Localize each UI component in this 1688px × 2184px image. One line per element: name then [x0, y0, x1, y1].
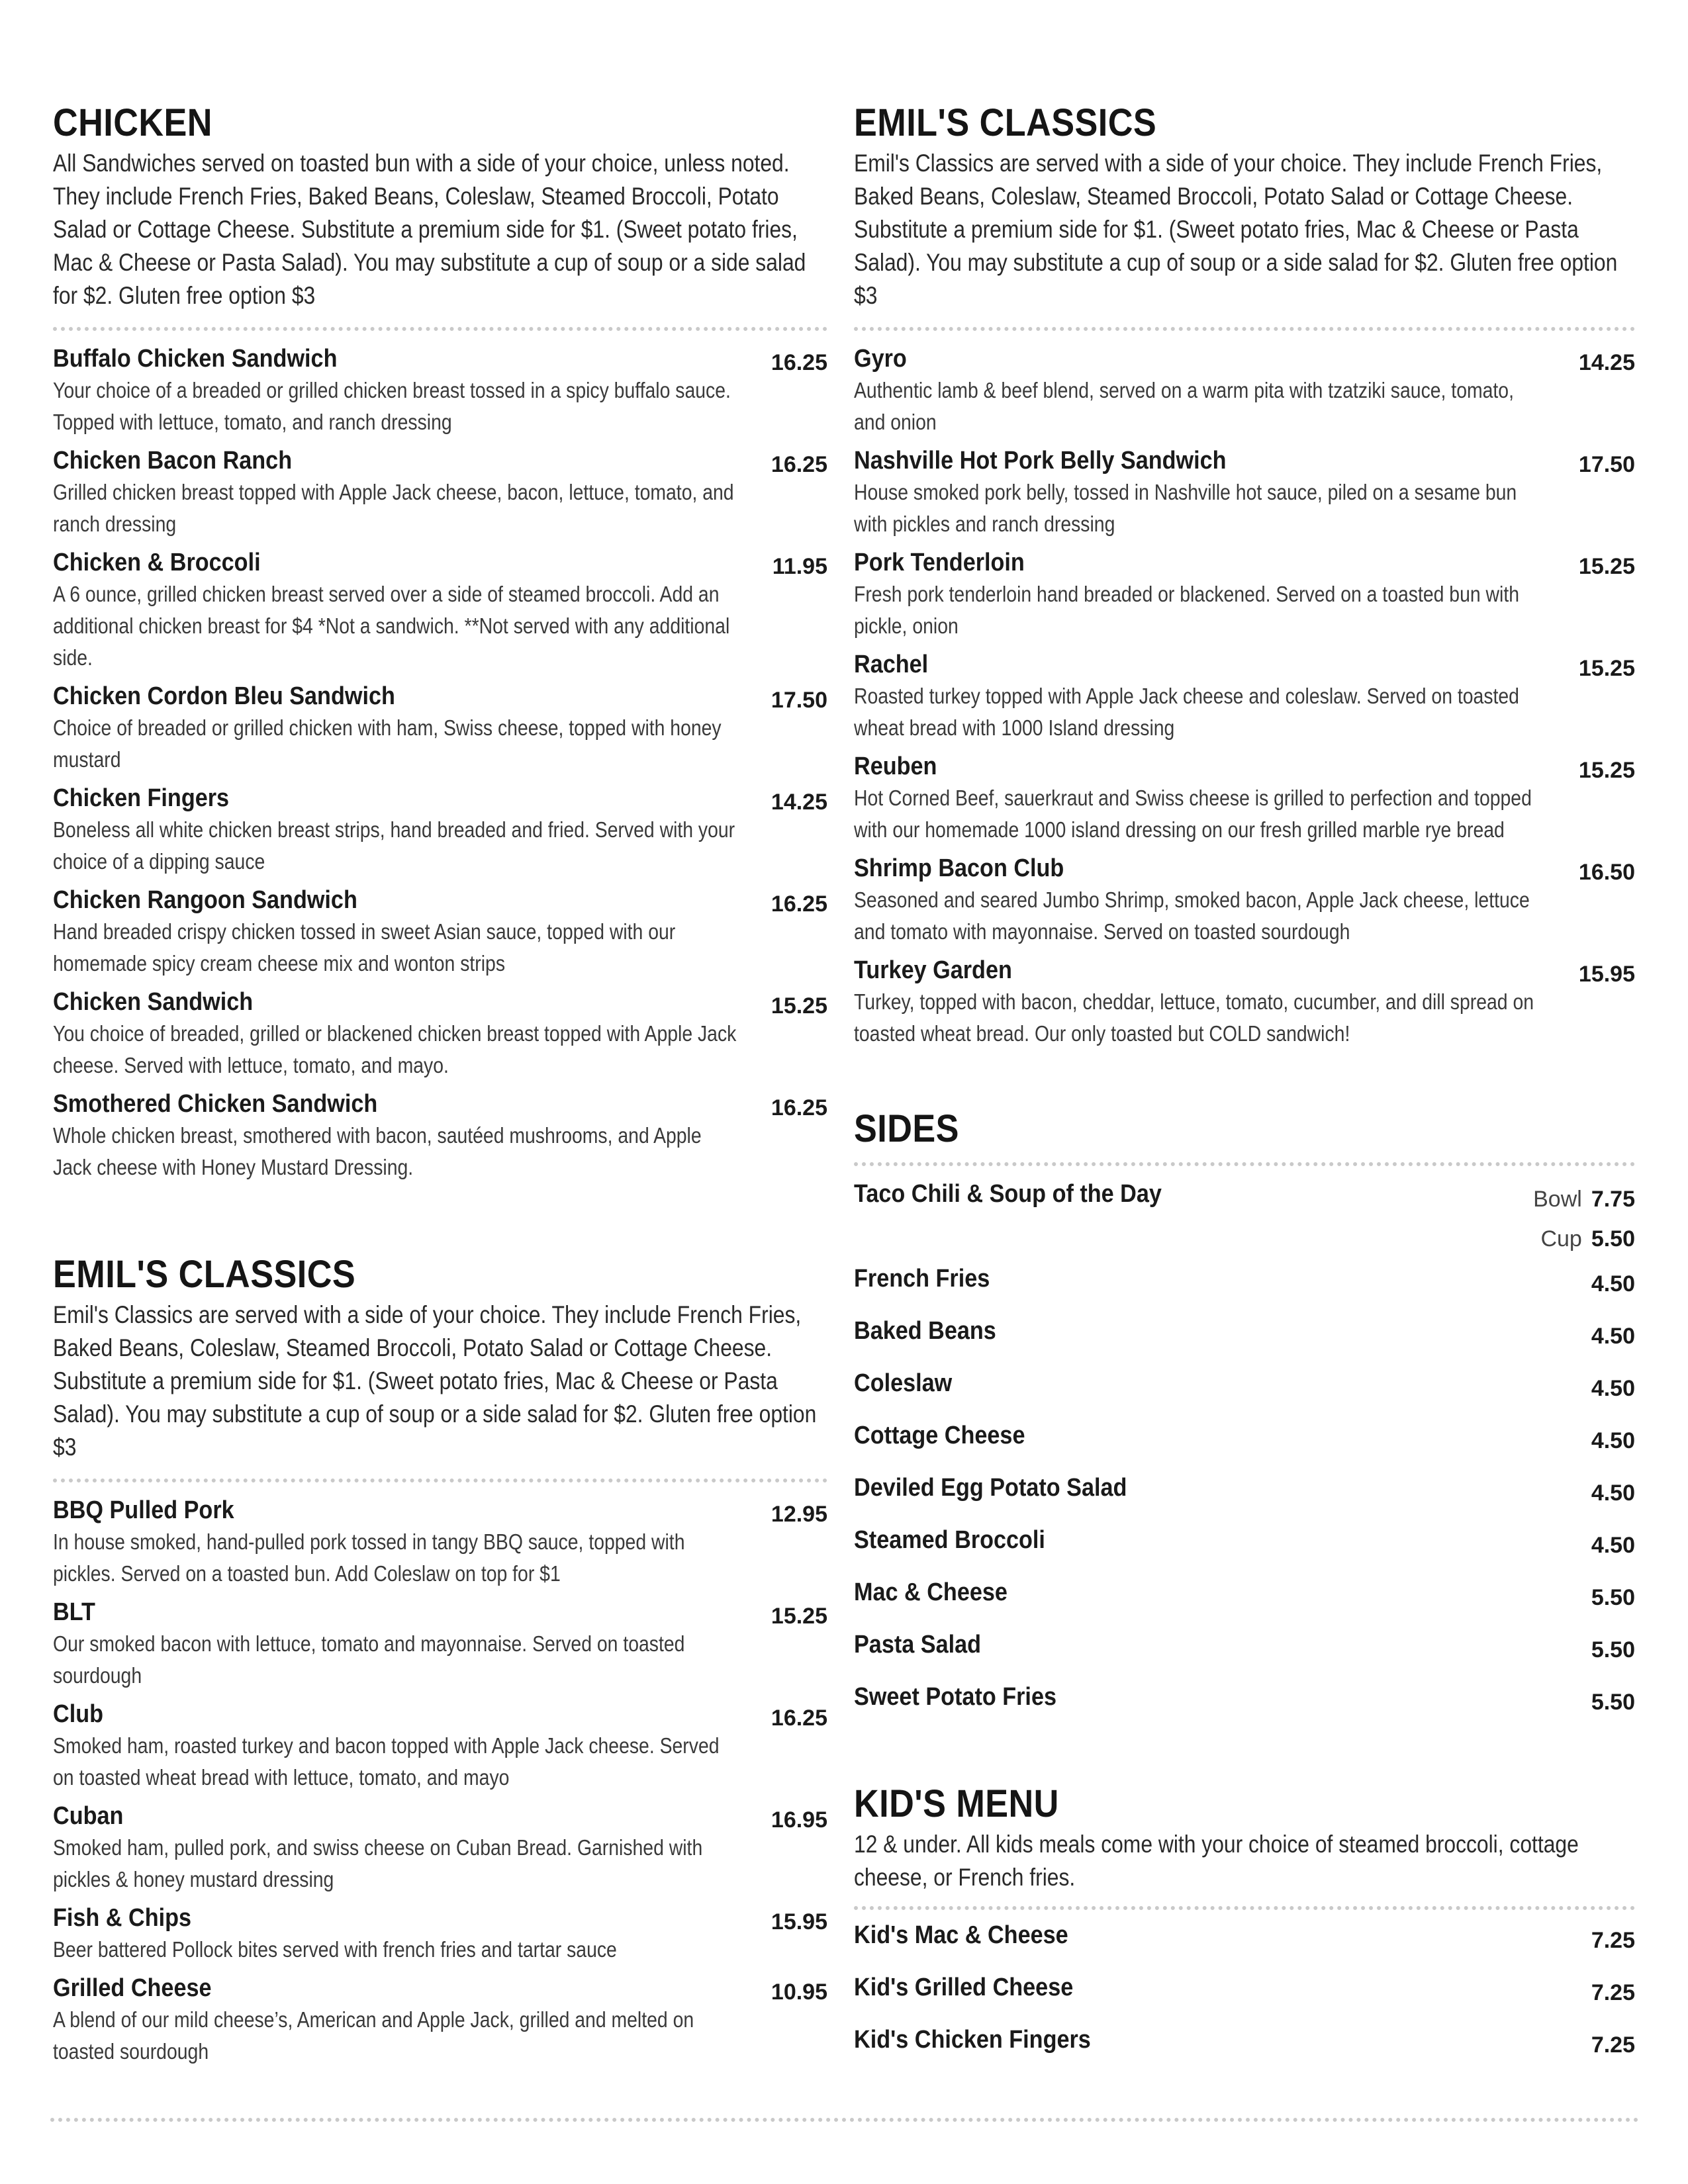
menu-item-description: In house smoked, hand-pulled pork tossed in tangy BBQ sauce, topped with pickles. Served on a toasted bun. Add Coleslaw on top for $1	[53, 1529, 685, 1586]
menu-item-description: A blend of our mild cheese’s, American and Apple Jack, grilled and melted on toasted sourdough	[53, 2007, 694, 2064]
cup-line	[1540, 1223, 1635, 1255]
menu-item-name: Shrimp Bacon Club	[854, 854, 1064, 882]
bowl-line	[1533, 1183, 1635, 1215]
menu-item-description: A 6 ounce, grilled chicken breast served over a side of steamed broccoli. Add an additional chicken breast for $4 *Not a sandwich. **Not served with any additional side.	[53, 582, 730, 670]
menu-item-description: Fresh pork tenderloin hand breaded or blackened. Served on a toasted bun with pickle, onion	[854, 582, 1520, 638]
menu-row-price: 7.25	[1591, 1928, 1635, 1953]
menu-item	[53, 986, 827, 1081]
menu-row-name: Baked Beans	[854, 1317, 996, 1345]
menu-row	[854, 1966, 1635, 2019]
menu-item	[53, 1698, 827, 1794]
menu-row-price: 5.50	[1591, 1690, 1635, 1715]
menu-item-name: Chicken Rangoon Sandwich	[53, 886, 357, 914]
menu-item-price: 15.95	[1578, 962, 1635, 987]
menu-item-name: Nashville Hot Pork Belly Sandwich	[854, 447, 1227, 475]
menu-item-price: 16.95	[771, 1807, 827, 1833]
menu-item-name: Reuben	[854, 752, 937, 780]
menu-item-name: Gyro	[854, 345, 907, 373]
menu-item-price: 15.25	[1578, 554, 1635, 579]
menu-row-price: 4.50	[1591, 1271, 1635, 1297]
menu-row-price: 5.50	[1591, 1637, 1635, 1662]
cup-label: Cup	[1540, 1226, 1582, 1251]
menu-item-price: 15.25	[771, 1604, 827, 1629]
menu-item-description: Choice of breaded or grilled chicken with ham, Swiss cheese, topped with honey mustard	[53, 715, 722, 772]
menu-item	[53, 1088, 827, 1183]
menu-item-name: BBQ Pulled Pork	[53, 1496, 234, 1524]
menu-item-name: Chicken Sandwich	[53, 988, 254, 1016]
menu-row	[854, 1257, 1635, 1310]
menu-item-price: 15.25	[1578, 656, 1635, 681]
menu-item-name: Pork Tenderloin	[854, 549, 1025, 576]
menu-item-price: 17.50	[771, 688, 827, 713]
menu-item	[53, 445, 827, 540]
menu-item-description: Beer battered Pollock bites served with french fries and tartar sauce	[53, 1937, 617, 1962]
menu-item-name: Club	[53, 1700, 103, 1728]
menu-item-description: House smoked pork belly, tossed in Nashville hot sauce, piled on a sesame bun with pickles and ranch dressing	[854, 480, 1517, 536]
menu-item-price: 15.95	[771, 1909, 827, 1934]
bowl-label: Bowl	[1533, 1187, 1582, 1212]
menu-item-price: 16.25	[771, 1706, 827, 1731]
menu-item-name: Grilled Cheese	[53, 1974, 212, 2002]
menu-row	[854, 1362, 1635, 1414]
menu-item-name: Cuban	[53, 1802, 124, 1830]
classics-right-description: Emil's Classics are served with a side of your choice. They include French Fries, Baked Beans, Coleslaw, Steamed Broccoli, Potato Salad or Cottage Cheese. Substitute a premium side for $1. (Sweet potato fries, Mac & Cheese or Pasta Salad). You may substitute a cup of soup or a side salad for $2. Gluten free option $3	[854, 150, 1618, 309]
kids-title: KID'S MENU	[854, 1782, 1059, 1825]
menu-row-name: Coleslaw	[854, 1369, 953, 1397]
menu-item	[53, 1902, 827, 1966]
menu-row	[854, 1467, 1635, 1519]
menu-item-description: Whole chicken breast, smothered with bacon, sautéed mushrooms, and Apple Jack cheese with Honey Mustard Dressing.	[53, 1123, 702, 1179]
chicken-items	[53, 343, 827, 1183]
menu-row	[854, 1310, 1635, 1362]
menu-row-name: Kid's Grilled Cheese	[854, 1974, 1074, 2001]
menu-item-description: Roasted turkey topped with Apple Jack cheese and coleslaw. Served on toasted wheat bread with 1000 Island dressing	[854, 684, 1519, 740]
classics-left-section	[53, 1251, 827, 2074]
menu-item	[53, 884, 827, 979]
menu-item	[854, 954, 1635, 1050]
menu-item-name: Fish & Chips	[53, 1904, 192, 1932]
kids-items	[854, 1914, 1635, 2071]
menu-row	[854, 1623, 1635, 1676]
menu-row-price: 7.25	[1591, 1980, 1635, 2005]
menu-item-description: Seasoned and seared Jumbo Shrimp, smoked bacon, Apple Jack cheese, lettuce and tomato with mayonnaise. Served on toasted sourdough	[854, 887, 1530, 944]
menu-item	[854, 547, 1635, 642]
bowl-price: 7.75	[1591, 1187, 1635, 1212]
menu-row-name: Sweet Potato Fries	[854, 1683, 1056, 1711]
menu-item-price: 16.25	[771, 891, 827, 917]
menu-item	[854, 343, 1635, 438]
menu-item-name: Rachel	[854, 651, 929, 678]
chicken-title: CHICKEN	[53, 101, 212, 144]
menu-item	[854, 751, 1635, 846]
divider	[854, 327, 1635, 331]
menu-item-price: 14.25	[1578, 350, 1635, 375]
classics-left-title: EMIL'S CLASSICS	[53, 1253, 356, 1296]
menu-item-price: 16.50	[1578, 860, 1635, 885]
menu-item-price: 15.25	[1578, 758, 1635, 783]
menu-item	[53, 1596, 827, 1692]
menu-item-description: Smoked ham, pulled pork, and swiss cheese on Cuban Bread. Garnished with pickles & honey mustard dressing	[53, 1835, 703, 1891]
menu-row	[854, 1414, 1635, 1467]
menu-row-price: 4.50	[1591, 1480, 1635, 1506]
menu-item-description: Your choice of a breaded or grilled chicken breast tossed in a spicy buffalo sauce. Topped with lettuce, tomato, and ranch dressing	[53, 378, 731, 434]
menu-item	[854, 445, 1635, 540]
footer-divider	[50, 2118, 1639, 2122]
menu-row-name: Pasta Salad	[854, 1631, 982, 1659]
menu-item	[53, 1494, 827, 1590]
menu-row-price: 4.50	[1591, 1324, 1635, 1349]
classics-right-items	[854, 343, 1635, 1050]
menu-item-name: Smothered Chicken Sandwich	[53, 1090, 378, 1118]
menu-row-price: 7.25	[1591, 2032, 1635, 2058]
menu-row-name: Deviled Egg Potato Salad	[854, 1474, 1127, 1502]
menu-item-description: You choice of breaded, grilled or blackened chicken breast topped with Apple Jack cheese. Served with lettuce, tomato, and mayo.	[53, 1021, 737, 1077]
menu-item-name: Chicken Fingers	[53, 784, 230, 812]
menu-item-name: Buffalo Chicken Sandwich	[53, 345, 338, 373]
menu-item-price: 12.95	[771, 1502, 827, 1527]
menu-item-name: Turkey Garden	[854, 956, 1012, 984]
menu-row	[854, 2019, 1635, 2071]
sides-items	[854, 1257, 1635, 1728]
kids-section	[854, 1780, 1635, 2071]
soup-name: Taco Chili & Soup of the Day	[854, 1180, 1162, 1208]
menu-item	[53, 680, 827, 776]
menu-row-price: 5.50	[1591, 1585, 1635, 1610]
menu-item	[53, 1972, 827, 2068]
menu-row-name: Kid's Mac & Cheese	[854, 1921, 1068, 1949]
menu-item	[854, 852, 1635, 948]
menu-item-price: 15.25	[771, 993, 827, 1019]
menu-item-price: 16.25	[771, 452, 827, 477]
cup-price: 5.50	[1591, 1226, 1635, 1251]
classics-left-items	[53, 1494, 827, 2068]
menu-row-name: French Fries	[854, 1265, 990, 1293]
menu-item-price: 17.50	[1578, 452, 1635, 477]
classics-left-description: Emil's Classics are served with a side of your choice. They include French Fries, Baked Beans, Coleslaw, Steamed Broccoli, Potato Salad or Cottage Cheese. Substitute a premium side for $1. (Sweet potato fries, Mac & Cheese or Pasta Salad). You may substitute a cup of soup or a side salad for $2. Gluten free option $3	[53, 1301, 817, 1461]
soup-row	[854, 1173, 1635, 1257]
menu-item-description: Smoked ham, roasted turkey and bacon topped with Apple Jack cheese. Served on toasted wheat bread with lettuce, tomato, and mayo	[53, 1733, 720, 1790]
kids-description: 12 & under. All kids meals come with your choice of steamed broccoli, cottage cheese, or French fries.	[854, 1831, 1579, 1891]
sides-section	[854, 1105, 1635, 1728]
menu-item-description: Hot Corned Beef, sauerkraut and Swiss cheese is grilled to perfection and topped with our homemade 1000 island dressing on our fresh grilled marble rye bread	[854, 786, 1532, 842]
menu-row	[854, 1676, 1635, 1728]
menu-row-name: Mac & Cheese	[854, 1578, 1008, 1606]
menu-item-price: 16.25	[771, 350, 827, 375]
menu-row-name: Kid's Chicken Fingers	[854, 2026, 1091, 2054]
menu-item-description: Turkey, topped with bacon, cheddar, lettuce, tomato, cucumber, and dill spread on toasted wheat bread. Our only toasted but COLD sandwich!	[854, 989, 1534, 1046]
menu-item-description: Grilled chicken breast topped with Apple Jack cheese, bacon, lettuce, tomato, and ranch dressing	[53, 480, 734, 536]
chicken-section	[53, 99, 827, 1190]
menu-item-name: Chicken Cordon Bleu Sandwich	[53, 682, 395, 710]
menu-row-price: 4.50	[1591, 1376, 1635, 1401]
menu-row-name: Steamed Broccoli	[854, 1526, 1045, 1554]
classics-right-title: EMIL'S CLASSICS	[854, 101, 1157, 144]
menu-item-price: 14.25	[771, 790, 827, 815]
menu-item-description: Hand breaded crispy chicken tossed in sweet Asian sauce, topped with our homemade spicy cream cheese mix and wonton strips	[53, 919, 676, 976]
menu-item-description: Our smoked bacon with lettuce, tomato and mayonnaise. Served on toasted sourdough	[53, 1631, 685, 1688]
menu-row-price: 4.50	[1591, 1428, 1635, 1453]
menu-item	[53, 782, 827, 878]
menu-item-price: 11.95	[772, 554, 827, 579]
menu-item	[854, 649, 1635, 744]
menu-row-name: Cottage Cheese	[854, 1422, 1025, 1449]
menu-item	[53, 547, 827, 674]
divider	[53, 327, 827, 331]
divider	[53, 1479, 827, 1482]
menu-item	[53, 1800, 827, 1895]
menu-item	[53, 343, 827, 438]
menu-item-price: 16.25	[771, 1095, 827, 1120]
chicken-description: All Sandwiches served on toasted bun with a side of your choice, unless noted. They include French Fries, Baked Beans, Coleslaw, Steamed Broccoli, Potato Salad or Cottage Cheese. Substitute a premium side for $1. (Sweet potato fries, Mac & Cheese or Pasta Salad). You may substitute a cup of soup or a side salad for $2. Gluten free option $3	[53, 150, 806, 309]
menu-item-price: 10.95	[771, 1979, 827, 2005]
menu-item-name: Chicken Bacon Ranch	[53, 447, 293, 475]
menu-row-price: 4.50	[1591, 1533, 1635, 1558]
classics-right-section	[854, 99, 1635, 1056]
menu-item-name: Chicken & Broccoli	[53, 549, 261, 576]
divider	[854, 1906, 1635, 1910]
menu-row	[854, 1914, 1635, 1966]
menu-row	[854, 1519, 1635, 1571]
sides-title: SIDES	[854, 1107, 959, 1150]
divider	[854, 1162, 1635, 1166]
menu-item-description: Boneless all white chicken breast strips, hand breaded and fried. Served with your choice of a dipping sauce	[53, 817, 735, 874]
menu-item-name: BLT	[53, 1598, 95, 1626]
menu-item-description: Authentic lamb & beef blend, served on a warm pita with tzatziki sauce, tomato, and onion	[854, 378, 1514, 434]
menu-row	[854, 1571, 1635, 1623]
